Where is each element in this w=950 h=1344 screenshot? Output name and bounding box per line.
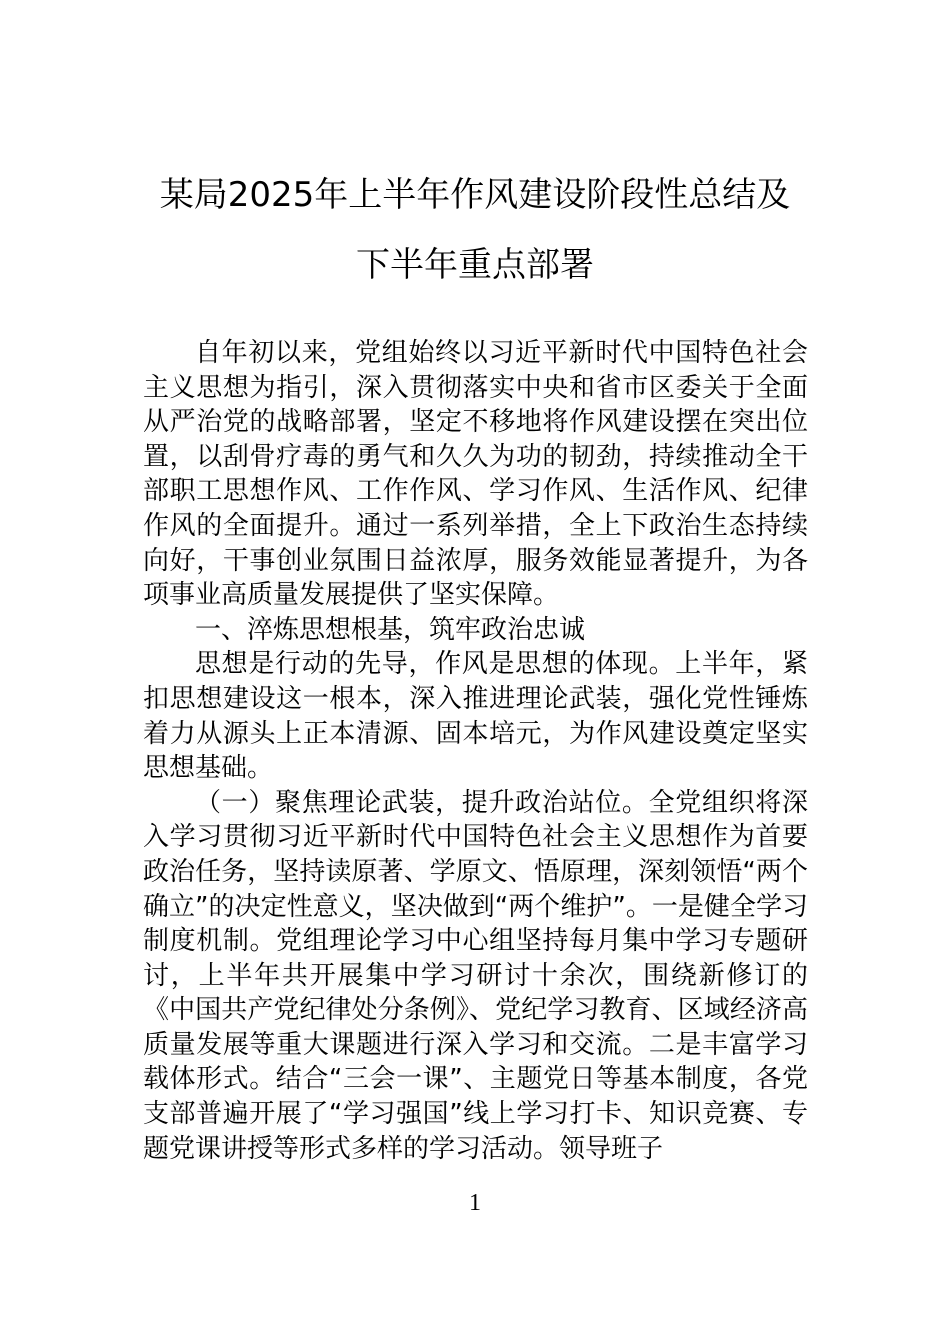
intro-paragraph: 自年初以来，党组始终以习近平新时代中国特色社会主义思想为指引，深入贯彻落实中央和省市区委关于全面从严治党的战略部署，坚定不移地将作风建设摆在突出位置，以刮骨疗毒的勇气和久久为功的韧劲，持续推动全干部职工思想作风、工作作风、学习作风、生活作风、纪律作风的全面提升。通过一系列举措，全上下政治生态持续向好，干事创业氛围日益浓厚，服务效能显著提升，为各项事业高质量发展提供了坚实保障。 — [143, 338, 808, 611]
section-1-paragraph: 思想是行动的先导，作风是思想的体现。上半年，紧扣思想建设这一根本，深入推进理论武装，强化党性锤炼着力从源头上正本清源、固本培元，为作风建设奠定坚实思想基础。 — [143, 649, 808, 784]
page-number: 1 — [469, 1190, 481, 1216]
section-heading-1: 一、淬炼思想根基，筑牢政治忠诚 — [195, 614, 586, 645]
subsection-1-paragraph: （一）聚焦理论武装，提升政治站位。全党组织将深入学习贯彻习近平新时代中国特色社会主义思想作为首要政治任务，坚持读原著、学原文、悟原理，深刻领悟“两个确立”的决定性意义，坚决做到“两个维护”。一是健全学习制度机制。党组理论学习中心组坚持每月集中学习专题研讨，上半年共开展集中学习研讨十余次，围绕新修订的《中国共产党纪律处分条例》、党纪学习教育、区域经济高质量发展等重大课题进行深入学习和交流。二是丰富学习载体形式。结合“三会一课”、主题党日等基本制度，各党支部普遍开展了“学习强国”线上学习打卡、知识竞赛、专题党课讲授等形式多样的学习活动。领导班子 — [143, 787, 808, 1164]
document-title-line-2: 下半年重点部署 — [356, 245, 594, 285]
document-title-line-1: 某局2025年上半年作风建设阶段性总结及 — [159, 175, 791, 215]
document-body — [143, 336, 808, 1166]
